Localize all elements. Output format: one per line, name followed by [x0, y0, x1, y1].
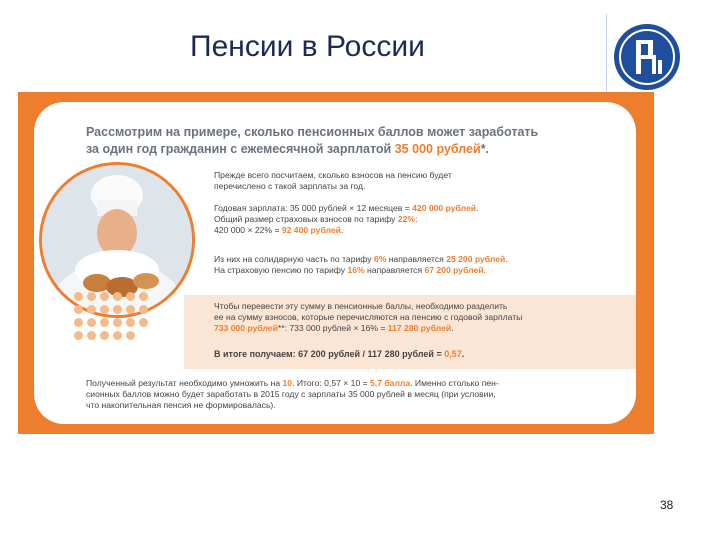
decorative-dots — [74, 292, 174, 372]
text-conclusion: Полученный результат необходимо умножить на 10. Итого: 0,57 × 10 = 5,7 балла. Именно столько пен- сионных баллов можно будет заработать в 2015 году с зарплаты 35 000 рублей в месяц (при условии, что накопительная пенсия не формировалась). — [86, 378, 499, 410]
text-annual-salary: Годовая зарплата: 35 000 рублей × 12 месяцев = 420 000 рублей. Общий размер страховых взносов по тарифу 22%: 420 000 × 22% = 92 400 рублей. — [214, 203, 479, 235]
text-annual-contributions-intro: Прежде всего посчитаем, сколько взносов на пенсию будет перечислено с такой зарплаты за год. — [214, 170, 452, 191]
pension-infographic — [18, 92, 654, 434]
hse-logo-icon — [612, 22, 682, 92]
infographic-panel — [34, 102, 636, 424]
text-tariff-split: Из них на солидарную часть по тарифу 6% направляется 25 200 рублей. На страховую пенсию по тарифу 16% направляется 67 200 рублей. — [214, 254, 508, 275]
slide-title: Пенсии в России — [190, 30, 425, 63]
page-number: 38 — [660, 498, 674, 512]
divider-line — [606, 14, 607, 94]
text-result: В итоге получаем: 67 200 рублей / 117 280 рублей = 0,57. — [214, 349, 465, 359]
text-points-conversion: Чтобы перевести эту сумму в пенсионные баллы, необходимо разделить ее на сумму взносов, которые перечисляются на пенсию с годовой зарплаты 733 000 рублей**: 733 000 рублей × 16% = 117 280 рублей. — [214, 301, 523, 333]
infographic-headline: Рассмотрим на примере, сколько пенсионных баллов может заработать за один год гражданин с ежемесячной зарплатой 35 000 рублей*. — [86, 125, 539, 156]
